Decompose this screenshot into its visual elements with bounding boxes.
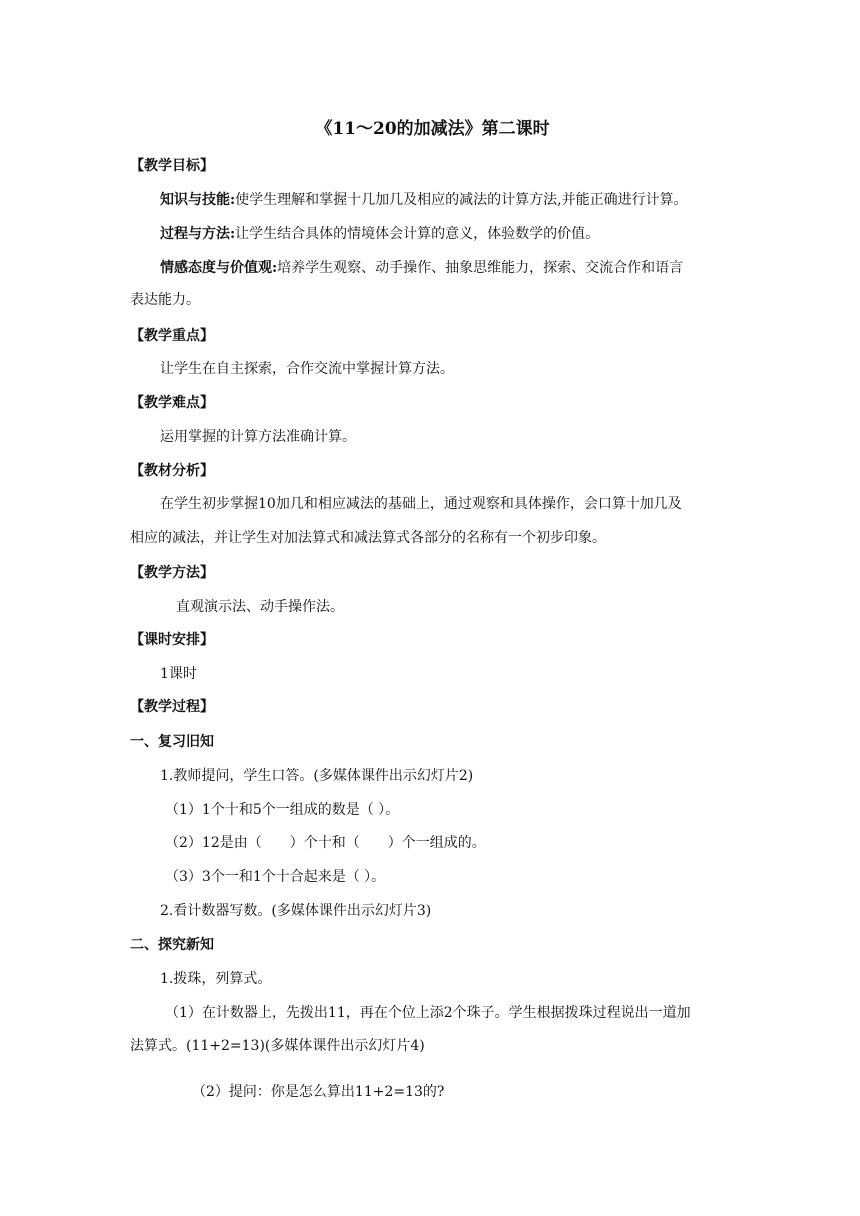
analysis-heading: 【教材分析】: [130, 463, 214, 479]
part1-q3: （3）3个一和1个十合起来是（ ）。: [165, 869, 386, 885]
part2-q2: （2）提问：你是怎么算出11+2=13的?: [192, 1084, 445, 1100]
process-line: [160, 224, 735, 244]
page-title: 《11～20的加减法》第二课时: [315, 119, 550, 139]
knowledge-label: 知识与技能:: [160, 192, 236, 208]
emotion-text-cont: 表达能力。: [130, 292, 200, 308]
process-text: 让学生结合具体的情境体会计算的意义，体验数学的价值。: [235, 226, 600, 242]
schedule-text: 1课时: [160, 666, 197, 682]
knowledge-line: [160, 190, 735, 210]
emotion-label: 情感态度与价值观:: [160, 260, 278, 276]
knowledge-text: 使学生理解和掌握十几加几及相应的减法的计算方法,并能正确进行计算。: [235, 192, 688, 208]
emotion-text: 培养学生观察、动手操作、抽象思维能力，探索、交流合作和语言: [277, 260, 684, 276]
goals-heading: 【教学目标】: [130, 158, 214, 174]
part1-item2: 2.看计数器写数。(多媒体课件出示幻灯片3): [160, 903, 432, 919]
schedule-heading: 【课时安排】: [130, 632, 214, 648]
procedure-heading: 【教学过程】: [130, 699, 214, 715]
part1-heading: 一、复习旧知: [130, 734, 214, 750]
part2-heading: 二、探究新知: [130, 937, 214, 953]
difficult-heading: 【教学难点】: [130, 395, 214, 411]
key-text: 让学生在自主探索，合作交流中掌握计算方法。: [160, 361, 454, 377]
emotion-line: [160, 258, 735, 278]
method-heading: 【教学方法】: [130, 565, 214, 581]
analysis-text-1: 在学生初步掌握10加几和相应减法的基础上，通过观察和具体操作，会口算十加几及: [160, 496, 682, 512]
process-label: 过程与方法:: [160, 226, 236, 242]
difficult-text: 运用掌握的计算方法准确计算。: [160, 429, 356, 445]
method-text: 直观演示法、动手操作法。: [176, 599, 344, 615]
part2-q1-line2: 法算式。(11+2=13)(多媒体课件出示幻灯片4): [130, 1038, 425, 1054]
analysis-text-2: 相应的减法，并让学生对加法算式和减法算式各部分的名称有一个初步印象。: [130, 530, 606, 546]
part1-q2: （2）12是由（ ）个十和（ ）个一组成的。: [165, 835, 486, 851]
key-heading: 【教学重点】: [130, 328, 214, 344]
part2-q1-line1: （1）在计数器上，先拨出11，再在个位上添2个珠子。学生根据拨珠过程说出一道加: [165, 1005, 691, 1021]
part1-item1: 1.教师提问，学生口答。(多媒体课件出示幻灯片2): [160, 768, 474, 784]
part2-item1: 1.拨珠，列算式。: [160, 971, 272, 987]
part1-q1: （1）1个十和5个一组成的数是（ ）。: [165, 802, 400, 818]
